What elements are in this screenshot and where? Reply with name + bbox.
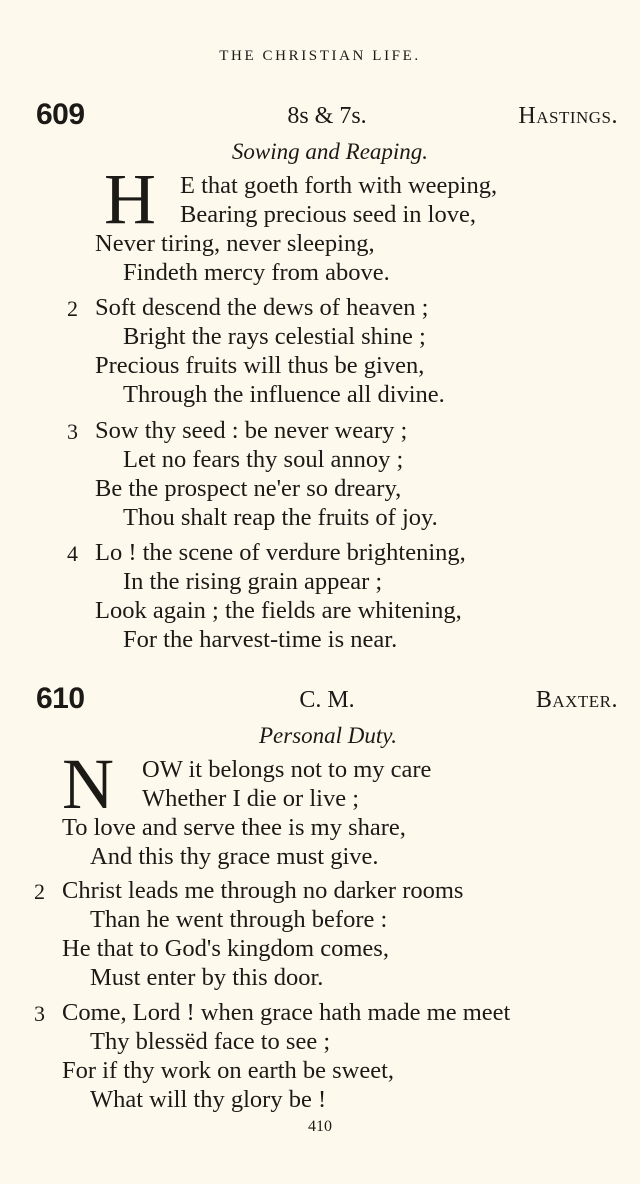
- verse-number: 2: [67, 296, 78, 321]
- verse-line: Lo ! the scene of verdure brightening,: [95, 539, 466, 566]
- verse-line: Than he went through before :: [90, 906, 388, 933]
- hymn-title: Personal Duty.: [259, 723, 397, 748]
- verse-line: Must enter by this door.: [90, 964, 324, 991]
- verse-line: Precious fruits will thus be given,: [95, 352, 425, 379]
- verse-line: OW it belongs not to my care: [142, 756, 432, 783]
- verse-line: Soft descend the dews of heaven ;: [95, 294, 429, 321]
- hymn-meter: C. M.: [299, 687, 355, 713]
- hymn-number: 609: [36, 98, 85, 131]
- verse-number: 4: [67, 541, 78, 566]
- hymn-meter: 8s & 7s.: [287, 103, 367, 129]
- verse-line: Look again ; the fields are whitening,: [95, 597, 462, 624]
- hymn-dropcap: H: [104, 159, 156, 239]
- verse-line: Through the influence all divine.: [123, 381, 445, 408]
- hymn-number: 610: [36, 682, 85, 715]
- verse-line: Thy blessëd face to see ;: [90, 1028, 331, 1055]
- verse-line: For the harvest-time is near.: [123, 626, 398, 653]
- verse-line: What will thy glory be !: [90, 1086, 327, 1113]
- running-head: THE CHRISTIAN LIFE.: [219, 48, 421, 64]
- verse-number: 3: [34, 1001, 45, 1026]
- verse-line: In the rising grain appear ;: [123, 568, 383, 595]
- verse-line: Findeth mercy from above.: [123, 259, 390, 286]
- verse-line: To love and serve thee is my share,: [62, 814, 406, 841]
- hymn-609-header: [36, 98, 618, 138]
- verse-number: 3: [67, 419, 78, 444]
- verse-line: Thou shalt reap the fruits of joy.: [123, 504, 438, 531]
- verse-line: Whether I die or live ;: [142, 785, 360, 812]
- verse-line: Bearing precious seed in love,: [180, 201, 476, 228]
- verse-line: Bright the rays celestial shine ;: [123, 323, 426, 350]
- hymn-610-header: [36, 682, 618, 722]
- verse-line: And this thy grace must give.: [90, 843, 379, 870]
- verse-line: Be the prospect ne'er so dreary,: [95, 475, 402, 502]
- verse-line: Sow thy seed : be never weary ;: [95, 417, 408, 444]
- verse-line: Let no fears thy soul annoy ;: [123, 446, 404, 473]
- verse-line: He that to God's kingdom comes,: [62, 935, 389, 962]
- verse-line: Come, Lord ! when grace hath made me meet: [62, 999, 511, 1026]
- verse-line: Never tiring, never sleeping,: [95, 230, 375, 257]
- verse-line: Christ leads me through no darker rooms: [62, 877, 464, 904]
- page-number: 410: [308, 1118, 332, 1135]
- verse-number: 2: [34, 879, 45, 904]
- hymn-tune: Hastings.: [518, 103, 618, 129]
- verse-line: E that goeth forth with weeping,: [180, 172, 498, 199]
- hymn-dropcap: N: [62, 744, 114, 824]
- verse-line: For if thy work on earth be sweet,: [62, 1057, 395, 1084]
- hymn-title: Sowing and Reaping.: [231, 139, 429, 164]
- hymn-tune: Baxter.: [535, 687, 618, 713]
